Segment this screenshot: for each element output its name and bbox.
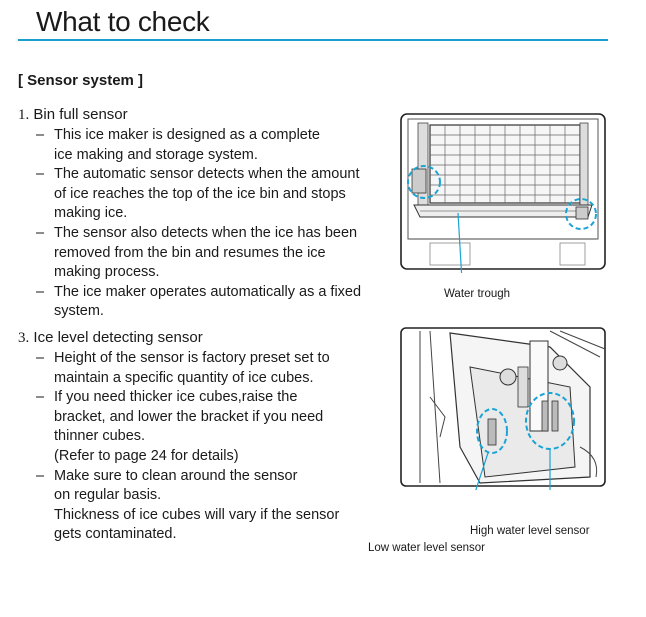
bin-full-continuation-line [36, 263, 406, 283]
bin-full-continuation-line [36, 185, 406, 205]
ice-level-heading [18, 329, 203, 347]
ice-level-continuation-line [36, 486, 406, 506]
bin-full-line-text: system. [54, 303, 104, 320]
bullet-dash: – [36, 224, 45, 241]
title-underline [18, 39, 608, 41]
ice-level-text [36, 349, 406, 545]
ice-level-title: Ice level detecting sensor [33, 329, 203, 346]
bullet-dash: – [36, 389, 45, 406]
bin-full-line-text: ice making and storage system. [54, 146, 258, 163]
bin-full-line-text: The ice maker operates automatically as a fixed [54, 283, 362, 300]
bin-full-continuation-line [36, 204, 406, 224]
ice-level-line-text: (Refer to page 24 for details) [54, 447, 239, 464]
bin-full-line-text: of ice reaches the top of the ice bin and stops [54, 185, 346, 202]
ice-level-continuation-line [36, 369, 406, 389]
bullet-dash: – [36, 283, 45, 300]
ice-level-line-text: maintain a specific quantity of ice cubes. [54, 369, 314, 386]
page-title: What to check [36, 6, 210, 37]
ice-level-line-text: thinner cubes. [54, 428, 146, 445]
ice-level-bullet-line [36, 349, 406, 369]
bin-full-line-text: This ice maker is designed as a complete [54, 127, 320, 143]
bin-full-illustration [400, 113, 606, 273]
ice-level-continuation-line [36, 506, 406, 526]
bin-full-line-text: making ice. [54, 205, 128, 222]
ice-level-continuation-line [36, 427, 406, 447]
ice-level-line-text: bracket, and lower the bracket if you need [54, 408, 324, 425]
ice-level-line-text: Make sure to clean around the sensor [54, 467, 298, 484]
bin-full-text [36, 126, 406, 322]
bin-full-bullet-line [36, 126, 406, 146]
ice-level-continuation-line [36, 447, 406, 467]
bullet-dash: – [36, 166, 45, 183]
ice-level-bullet-line [36, 467, 406, 487]
bin-full-line-text: making process. [54, 264, 160, 281]
bin-full-bullet-line [36, 224, 406, 244]
ice-level-continuation-line [36, 525, 406, 545]
bin-full-title: Bin full sensor [33, 106, 128, 123]
section-heading: [ Sensor system ] [18, 72, 144, 89]
water-trough-caption: Water trough [444, 288, 511, 300]
bin-full-line-text: removed from the bin and resumes the ice [54, 244, 326, 261]
bin-full-continuation-line [36, 244, 406, 264]
bin-full-number: 1. [18, 107, 30, 123]
bin-full-bullet-line [36, 165, 406, 185]
bin-full-bullet-line [36, 283, 406, 303]
ice-level-continuation-line [36, 408, 406, 428]
ice-level-bullet-line [36, 388, 406, 408]
bullet-dash: – [36, 350, 45, 366]
ice-level-line-text: Height of the sensor is factory preset set to [54, 350, 330, 366]
high-water-sensor-caption: High water level sensor [470, 525, 590, 537]
ice-level-number: 3. [18, 330, 30, 346]
bin-full-line-text: The sensor also detects when the ice has been [54, 224, 358, 241]
ice-level-line-text: Thickness of ice cubes will vary if the sensor [54, 506, 340, 523]
bullet-dash: – [36, 467, 45, 484]
low-water-sensor-caption: Low water level sensor [368, 542, 485, 554]
bin-full-heading [18, 106, 128, 124]
ice-level-line-text: If you need thicker ice cubes,raise the [54, 389, 298, 406]
bin-full-continuation-line [36, 302, 406, 322]
bin-full-line-text: The automatic sensor detects when the amount [54, 166, 360, 183]
bin-full-continuation-line [36, 146, 406, 166]
ice-level-line-text: on regular basis. [54, 487, 162, 504]
ice-level-line-text: gets contaminated. [54, 526, 177, 543]
bullet-dash: – [36, 127, 45, 143]
ice-level-illustration [400, 327, 606, 490]
